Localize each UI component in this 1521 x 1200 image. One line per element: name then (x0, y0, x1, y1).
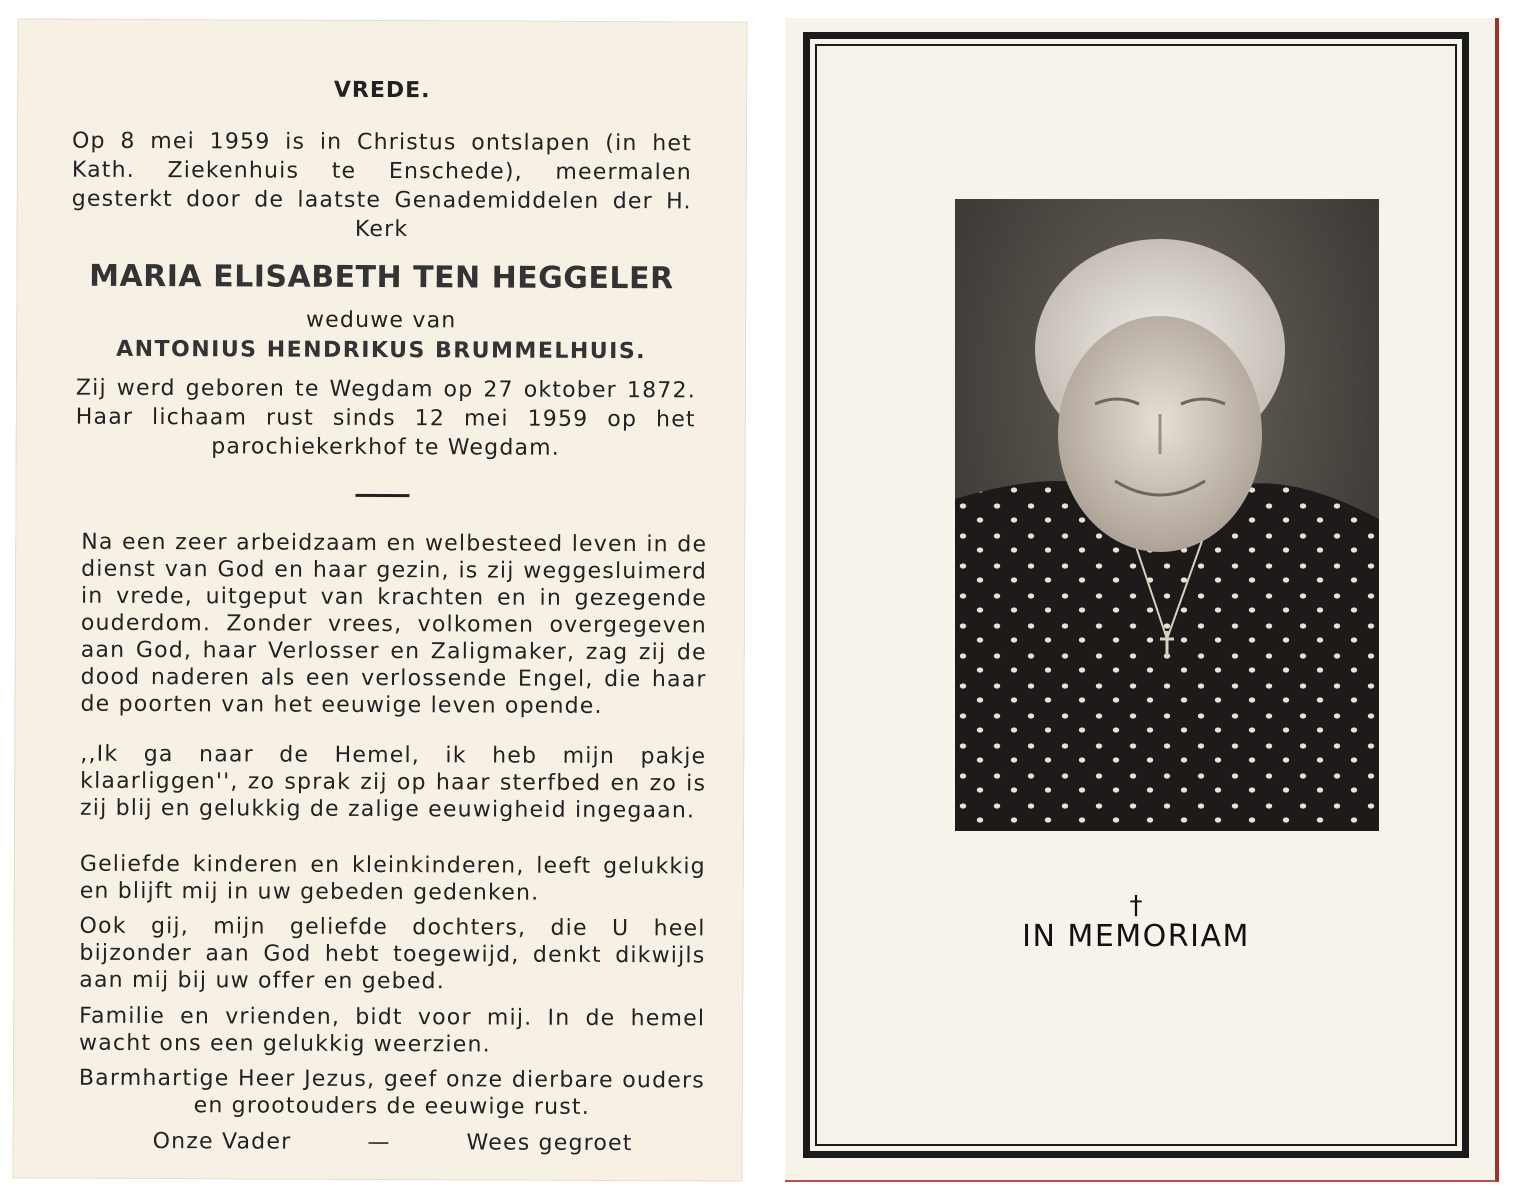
closing-prayer-left: Onze Vader (152, 1129, 292, 1155)
body-paragraph: Barmhartige Heer Jezus, geef onze dierbare ouders en grootouders de eeuwige rust. (78, 1065, 705, 1120)
body-paragraph: Ook gij, mijn geliefde dochters, die U heel bijzonder aan God hebt toegewijd, denkt dikwijls aan mij bij uw offer en gebed. (79, 913, 706, 995)
section-divider (355, 494, 409, 497)
prayer-card-text-side (12, 18, 747, 1181)
body-paragraph: Familie en vrienden, bidt voor mij. In de hemel wacht ons een gelukkig weerzien. (79, 1003, 706, 1058)
deceased-name: MARIA ELISABETH TEN HEGGELER (89, 258, 674, 297)
body-paragraph: Geliefde kinderen en kleinkinderen, leeft gelukkig en blijft mij in uw gebeden gedenken. (79, 851, 706, 906)
card-title: VREDE. (333, 77, 431, 104)
widow-of-label: weduwe van (305, 307, 457, 334)
body-paragraph: ,,Ik ga naar de Hemel, ik heb mijn pakje klaarliggen'', zo sprak zij op haar sterfbed en zo is zij blij en gelukkig de zalige eeuwigheid ingegaan. (80, 741, 707, 824)
closing-prayers (153, 1129, 633, 1156)
birth-burial-text: Zij werd geboren te Wegdam op 27 oktober 1872. Haar lichaam rust sinds 12 mei 1959 op het parochiekerkhof te Wegdam. (75, 375, 696, 461)
portrait-image (955, 199, 1379, 831)
death-notice-intro: Op 8 mei 1959 is in Christus ontslapen (in het Kath. Ziekenhuis te Enschede), meermalen gesterkt door de laatste Genademiddelen der H. Kerk (71, 128, 693, 243)
husband-name: ANTONIUS HENDRIKUS BRUMMELHUIS. (116, 336, 647, 365)
body-paragraph: Na een zeer arbeidzaam en welbesteed leven in de dienst van God en haar gezin, is zij weggesluimerd in vrede, uitgeput van krachten en in gezegende ouderdom. Zonder vrees, volkomen overgegeven aan God, haar Verlosser en Zaligmaker, zag zij de dood naderen als een verlossende Engel, die haar de poorten van het eeuwige leven opende. (80, 529, 708, 719)
mourning-border (803, 32, 1469, 1158)
portrait-photo (955, 199, 1379, 831)
in-memoriam-caption: IN MEMORIAM (1022, 919, 1250, 954)
cross-icon: † (1129, 891, 1143, 921)
prayer-card-photo-side (785, 18, 1499, 1182)
closing-prayer-right: Wees gegroet (466, 1130, 633, 1157)
closing-dash: — (367, 1129, 391, 1156)
